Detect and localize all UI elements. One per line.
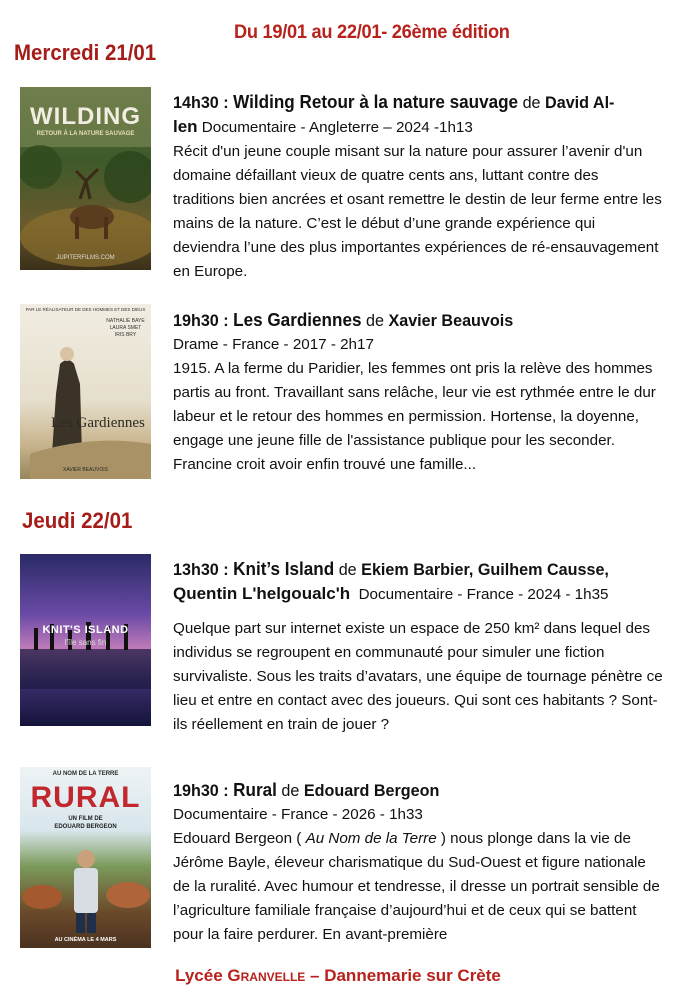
- knits-island-poster-subtitle: l'île sans fin: [64, 638, 107, 647]
- gardiennes-poster: [20, 304, 151, 479]
- gardiennes-poster-title: Les Gardiennes: [51, 415, 145, 431]
- wilding-poster: [20, 87, 151, 270]
- film-meta: Documentaire - France - 2026 - 1h33: [173, 806, 423, 823]
- knits-island-poster-title: KNIT'S ISLAND: [42, 624, 129, 636]
- knits-island-poster: [20, 554, 151, 726]
- film-by: de: [338, 560, 357, 579]
- gardiennes-poster-top: PAR LE RÉALISATEUR DE DES HOMMES ET DES DIEUX: [25, 307, 146, 312]
- film-synopsis: Récit d'un jeune couple misant sur la nature pour assurer l’avenir d'un domaine défaillant vieux de quatre cents ans, luttant contre des traditions bien ancrées et osant remettre le destin de leur ferme entre les mains de la nature. C’est le début d’une grande expérience qui deviendra l’une des plus importantes expériences de ré-ensauvagement en Europe.: [173, 143, 662, 280]
- rural-poster: [20, 767, 151, 948]
- film-meta: Documentaire - Angleterre – 2024 -1h13: [201, 119, 473, 136]
- film-director-continued: Quentin L'helgoualc'h: [173, 584, 351, 603]
- film-synopsis-part2: ) nous plonge dans la vie de Jérôme Bayle, éleveur charismatique du Sud-Ouest et figure nationale de la ruralité. Avec humour et tendresse, il dresse un portrait sensible de l’agriculture familiale française d’aujourd’hui et de ceux qui se battent pour la faire perdurer. En avant-première: [173, 830, 660, 943]
- film-director: Edouard Bergeon: [303, 781, 440, 800]
- rural-poster-footer: AU CINÉMA LE 4 MARS: [54, 937, 117, 943]
- film-rural: [173, 778, 663, 947]
- film-knits-island: [173, 557, 663, 737]
- film-meta: Documentaire - France - 2024 - 1h35: [358, 586, 609, 603]
- wilding-poster-title: WILDING: [30, 103, 141, 130]
- day-heading-wednesday: Mercredi 21/01: [14, 40, 157, 65]
- film-meta: Drame - France - 2017 - 2h17: [173, 336, 374, 353]
- film-by: de: [522, 93, 541, 112]
- film-wilding: [173, 90, 663, 284]
- day-heading-thursday: Jeudi 22/01: [22, 508, 133, 533]
- film-synopsis: [173, 827, 663, 947]
- film-director: David Al-: [545, 93, 615, 112]
- wilding-poster-subtitle: RETOUR À LA NATURE SAUVAGE: [36, 131, 135, 137]
- film-title: Les Gardiennes: [233, 310, 362, 330]
- gardiennes-poster-cast: NATHALIE BAYE LAURA SMET IRIS BRY: [106, 318, 145, 338]
- film-gardiennes: [173, 308, 663, 477]
- film-title: Knit’s Island: [233, 559, 335, 579]
- film-title: Wilding Retour à la nature sauvage: [233, 92, 519, 112]
- film-time: 13h30 :: [173, 560, 229, 579]
- venue-prefix: Lycée: [175, 966, 228, 985]
- venue-suffix: – Dannemarie sur Crète: [305, 966, 501, 985]
- wilding-poster-footer: JUPITERFILMS.COM: [56, 255, 115, 261]
- film-title: Rural: [233, 780, 277, 800]
- film-by: de: [281, 781, 300, 800]
- film-time: 19h30 :: [173, 781, 229, 800]
- festival-dates: Du 19/01 au 22/01- 26ème édition: [234, 22, 510, 43]
- film-synopsis: 1915. A la ferme du Paridier, les femmes ont pris la relève des hommes partis au front. Travaillant sans relâche, leur vie est rythmée entre le dur labeur et le retour des hommes en permission. Hortense, la doyenne, engage une jeune fille de l'assistance publique pour les seconder. Francine croit avoir enfin trouvé une famille...: [173, 360, 656, 473]
- venue-footer: [0, 966, 676, 986]
- film-synopsis: Quelque part sur internet existe un espace de 250 km² dans lequel des individus se regroupent en communauté pour simuler une fiction survivaliste. Sous les traits d’avatars, une équipe de tournage pénètre ce lieu et entre en contact avec des joueurs. Qui sont ces habitants ? Sont-ils réellement en train de jouer ?: [173, 620, 663, 733]
- film-synopsis-part1: Edouard Bergeon (: [173, 830, 306, 847]
- film-synopsis-reference: Au Nom de la Terre: [305, 830, 437, 847]
- film-time: 14h30 :: [173, 93, 229, 112]
- rural-poster-subtitle: UN FILM DE EDOUARD BERGEON: [54, 816, 117, 830]
- gardiennes-poster-footer: XAVIER BEAUVOIS: [63, 467, 108, 473]
- film-time: 19h30 :: [173, 311, 229, 330]
- rural-poster-title: RURAL: [30, 781, 141, 814]
- film-director: Xavier Beauvois: [388, 311, 514, 330]
- rural-poster-top: AU NOM DE LA TERRE: [52, 771, 119, 777]
- film-director: Ekiem Barbier, Guilhem Causse,: [361, 560, 609, 579]
- venue-name: Granvelle: [227, 966, 306, 985]
- film-director-continued: len: [173, 117, 198, 136]
- film-by: de: [365, 311, 384, 330]
